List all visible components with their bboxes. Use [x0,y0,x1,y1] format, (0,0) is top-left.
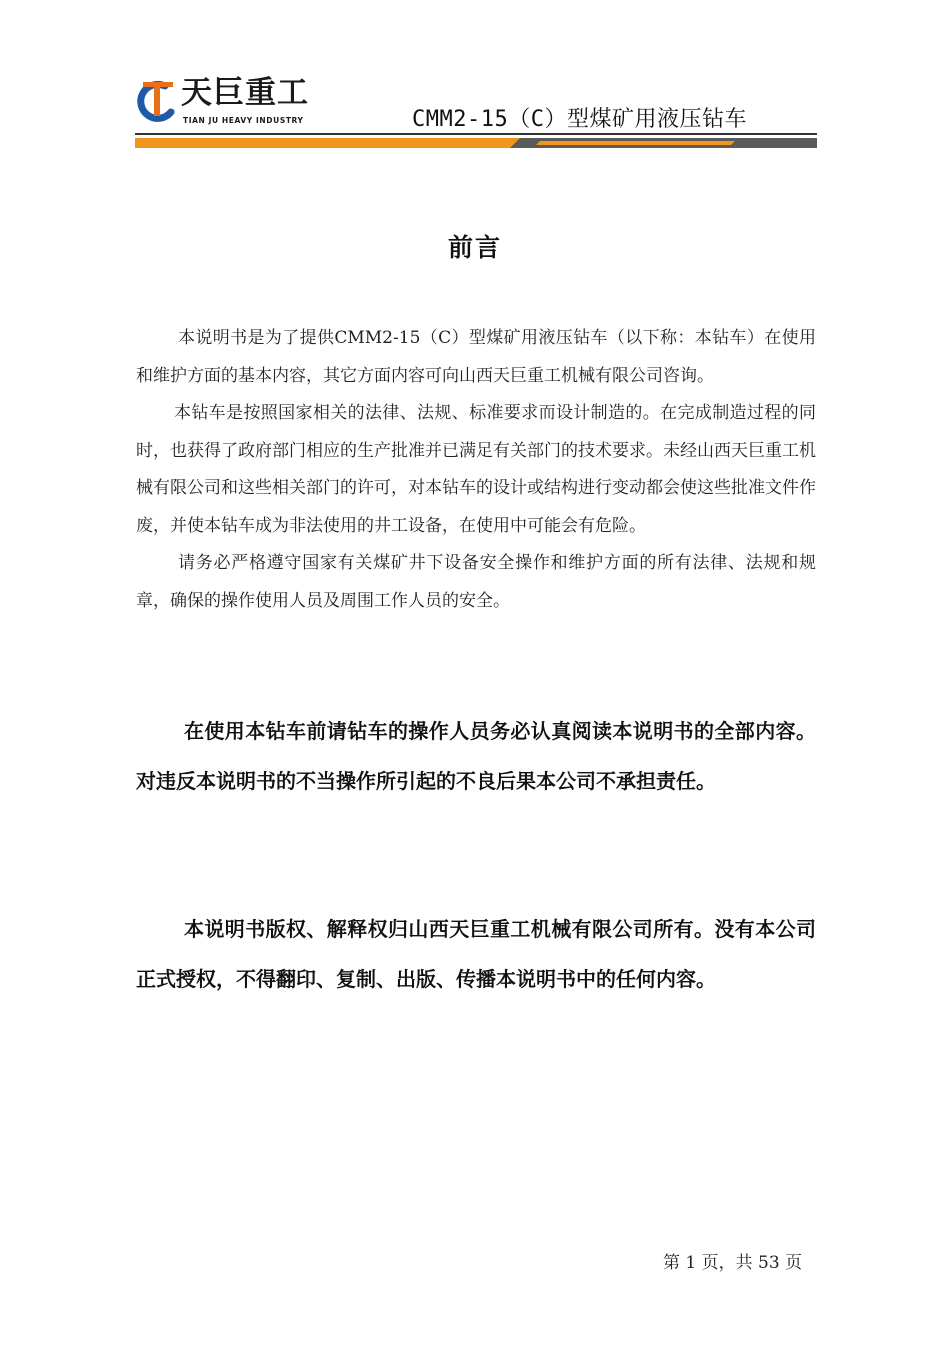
company-logo [135,74,325,130]
header-rule [135,133,817,135]
paragraph: 本说明书是为了提供CMM2-15（C）型煤矿用液压钻车（以下称：本钻车）在使用和维护方面的基本内容，其它方面内容可向山西天巨重工机械有限公司咨询。 [136,328,816,386]
page-number: 第 1 页，共 53 页 [663,1253,803,1273]
page-heading: 前言 [447,233,502,262]
paragraph: 本钻车是按照国家相关的法律、法规、标准要求而设计制造的。在完成制造过程的同时，也获得了政府部门相应的生产批准并已满足有关部门的技术要求。未经山西天巨重工机械有限公司和这些相关部门的许可，对本钻车的设计或结构进行变动都会使这些批准文件作废，并使本钻车成为非法使用的井工设备，在使用中可能会有危险。 [136,403,816,536]
paragraph: 请务必严格遵守国家有关煤矿井下设备安全操作和维护方面的所有法律、法规和规章，确保的操作使用人员及周围工作人员的安全。 [136,553,816,611]
logo-en-text: TIAN JU HEAVY INDUSTRY [183,116,304,125]
document-title: CMM2-15（C）型煤矿用液压钻车 [412,107,747,132]
body-text [136,320,816,620]
logo-cn-text: 天巨重工 [181,75,309,111]
notice-paragraph: 在使用本钻车前请钻车的操作人员务必认真阅读本说明书的全部内容。对违反本说明书的不当操作所引起的不良后果本公司不承担责任。 [136,719,816,793]
company-logo-icon [135,74,183,126]
header-color-band [135,138,817,148]
notice-paragraph: 本说明书版权、解释权归山西天巨重工机械有限公司所有。没有本公司正式授权，不得翻印、复制、出版、传播本说明书中的任何内容。 [136,917,816,991]
page-header [135,72,817,152]
